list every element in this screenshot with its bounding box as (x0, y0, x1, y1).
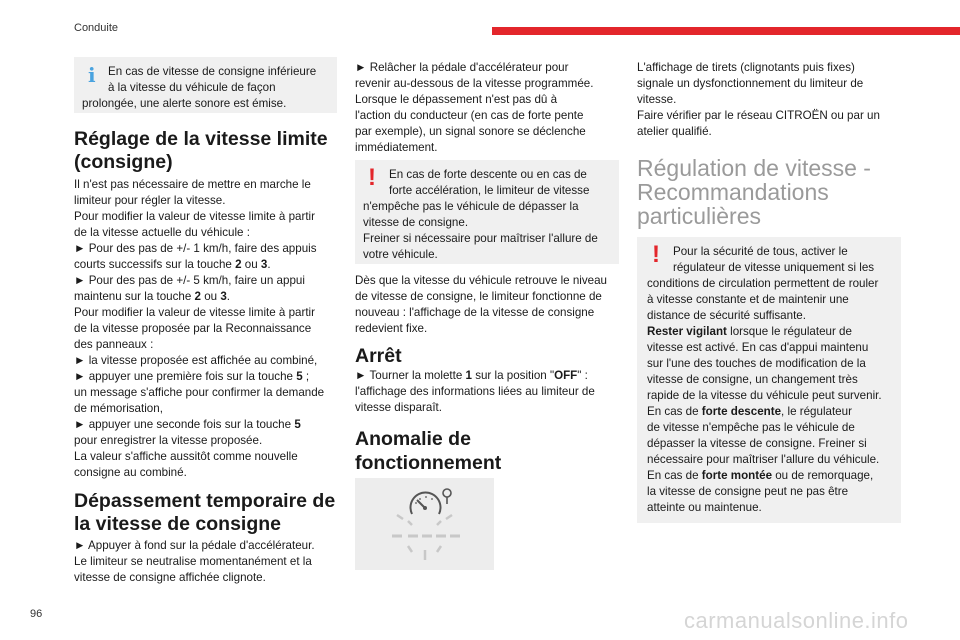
text-line: l'action du conducteur (en cas de forte pente (355, 109, 584, 122)
warning-note-line: distance de sécurité suffisante. (647, 309, 806, 322)
text-line: pour enregistrer la vitesse proposée. (74, 434, 263, 447)
warning-note-line: Freiner si nécessaire pour maîtriser l'allure de (363, 232, 598, 245)
heading-line: Recommandations (637, 179, 829, 205)
heading-anomalie (355, 428, 627, 475)
info-note (74, 57, 337, 113)
heading-line: particulières (637, 203, 761, 229)
watermark: carmanualsonline.info (684, 608, 909, 633)
speed-limiter-fault-image (355, 478, 494, 570)
warning-note-line: atteinte ou maintenue. (647, 501, 762, 514)
info-note-line: prolongée, une alerte sonore est émise. (82, 97, 287, 110)
text-line: La valeur s'affiche aussitôt comme nouvelle (74, 450, 298, 463)
header-section-title: Conduite (74, 22, 119, 34)
text-line: immédiatement. (355, 141, 438, 154)
warning-note-regulation (637, 237, 901, 523)
text-line: courts successifs sur la touche 2 ou 3. (74, 258, 271, 271)
warning-note-line: rapide de la vitesse du véhicule peut survenir. (647, 389, 882, 402)
text-line: de la vitesse actuelle du véhicule : (74, 226, 250, 239)
text-line: limiteur pour régler la vitesse. (74, 194, 226, 207)
text-line: consigne au combiné. (74, 466, 187, 479)
text-line: signale un dysfonctionnement du limiteur de (637, 77, 864, 90)
body-des-que (355, 273, 627, 337)
warning-note-line: n'empêche pas le véhicule de dépasser la (363, 200, 579, 213)
text-line: maintenu sur la touche 2 ou 3. (74, 290, 231, 303)
heading-line: fonctionnement (355, 452, 502, 474)
warning-note-line: vitesse est activé. En cas d'appui maintenu (647, 341, 869, 354)
text-line: des panneaux : (74, 338, 154, 351)
text-line: Dès que la vitesse du véhicule retrouve le niveau (355, 274, 607, 287)
warning-note-line: conditions de circulation permettent de rouler (647, 277, 879, 290)
body-relacher (355, 60, 627, 156)
text-line: Faire vérifier par le réseau CITROËN ou par un (637, 109, 880, 122)
warning-note-line: En cas de forte descente ou en cas de (389, 168, 587, 181)
text-line: ► Appuyer à fond sur la pédale d'accélérateur. (74, 539, 315, 552)
heading-line: Réglage de la vitesse limite (74, 128, 328, 150)
header-accent-bar (492, 27, 960, 35)
info-icon: i (88, 63, 96, 87)
body-tirets (637, 60, 903, 140)
body-arret (355, 368, 627, 416)
body-reglage (74, 177, 344, 481)
text-line: l'affichage des informations liées au limiteur de (355, 385, 595, 398)
heading-line: la vitesse de consigne (74, 513, 282, 535)
speed-limiter-fault-icon (355, 478, 494, 570)
heading-line: Dépassement temporaire de (74, 490, 336, 512)
warning-note-line: votre véhicule. (363, 248, 438, 261)
warning-note-line: nécessaire pour maîtriser l'allure du véhicule. (647, 453, 880, 466)
text-line: L'affichage de tirets (clignotants puis fixes) (637, 61, 855, 74)
heading-regulation (637, 156, 903, 228)
text-line: revenir au-dessous de la vitesse programmée. (355, 77, 594, 90)
text-line: Lorsque le dépassement n'est pas dû à (355, 93, 558, 106)
text-line: ► appuyer une seconde fois sur la touche 5 (74, 418, 301, 431)
warning-note-line: En cas de forte descente, le régulateur (647, 405, 852, 418)
heading-line: (consigne) (74, 151, 173, 173)
warning-note-line: forte accélération, le limiteur de vitesse (389, 184, 590, 197)
info-note-line: En cas de vitesse de consigne inférieure (108, 65, 317, 78)
warning-note-line: à vitesse constante et de maintenir une (647, 293, 849, 306)
text-line: ► Pour des pas de +/- 1 km/h, faire des appuis (74, 242, 317, 255)
warning-note-line: régulateur de vitesse uniquement si les (673, 261, 875, 274)
text-line: vitesse disparaît. (355, 401, 442, 414)
warning-note-line: vitesse de consigne. (363, 216, 469, 229)
text-line: Pour modifier la valeur de vitesse limite à partir (74, 210, 315, 223)
warning-note-line: de vitesse n'empêche pas le véhicule de (647, 421, 855, 434)
page-number: 96 (30, 608, 43, 620)
body-depassement (74, 538, 344, 586)
warning-note-line: Pour la sécurité de tous, activer le (673, 245, 848, 258)
warning-icon: ! (368, 164, 376, 191)
warning-note-line: la vitesse de consigne peut ne pas être (647, 485, 849, 498)
text-line: ► Pour des pas de +/- 5 km/h, faire un appui (74, 274, 305, 287)
text-line: ► la vitesse proposée est affichée au combiné, (74, 354, 318, 367)
text-line: nouveau : l'affichage de la vitesse de consigne (355, 306, 595, 319)
text-line: de vitesse de consigne, le limiteur fonctionne de (355, 290, 602, 303)
text-line: par exemple), un signal sonore se déclenche (355, 125, 586, 138)
text-line: vitesse de consigne affichée clignote. (74, 571, 266, 584)
warning-note-line: sur l'une des touches de modification de la (647, 357, 866, 370)
text-line: un message s'affiche pour confirmer la demande (74, 386, 325, 399)
text-line: atelier qualifié. (637, 125, 712, 138)
heading-line: Anomalie de (355, 428, 471, 450)
text-line: Il n'est pas nécessaire de mettre en marche le (74, 178, 311, 191)
heading-reglage (74, 128, 344, 174)
heading-depassement (74, 490, 349, 536)
text-line: vitesse. (637, 93, 677, 106)
heading-line: Régulation de vitesse - (637, 155, 871, 181)
text-line: ► Relâcher la pédale d'accélérateur pour (355, 61, 569, 74)
text-line: Pour modifier la valeur de vitesse limite à partir (74, 306, 315, 319)
warning-note-line: dépasser la vitesse de consigne. Freiner si (647, 437, 867, 450)
warning-note-line: En cas de forte montée ou de remorquage, (647, 469, 874, 482)
info-note-line: à la vitesse du véhicule de façon (108, 81, 276, 94)
text-line: de mémorisation, (74, 402, 163, 415)
text-line: Le limiteur se neutralise momentanément et la (74, 555, 312, 568)
warning-note (355, 160, 619, 264)
warning-note-line: Rester vigilant lorsque le régulateur de (647, 325, 852, 338)
text-line: de la vitesse proposée par la Reconnaissance (74, 322, 312, 335)
warning-note-line: vitesse de consigne, un changement très (647, 373, 858, 386)
warning-icon: ! (652, 241, 660, 268)
text-line: ► appuyer une première fois sur la touche 5 ; (74, 370, 310, 383)
heading-arret: Arrêt (355, 345, 402, 367)
text-line: ► Tourner la molette 1 sur la position "OFF" : (355, 369, 588, 382)
text-line: redevient fixe. (355, 322, 428, 335)
